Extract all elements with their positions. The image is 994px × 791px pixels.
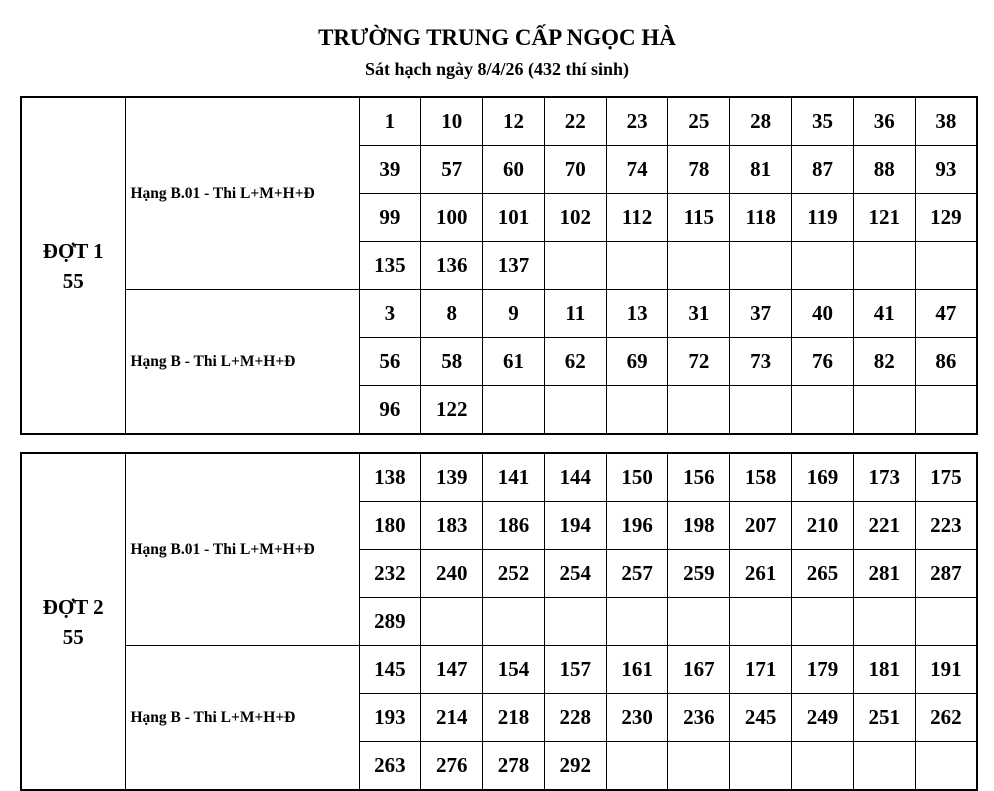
empty-cell (915, 242, 977, 290)
candidate-number: 137 (483, 242, 545, 290)
candidate-number: 196 (606, 502, 668, 550)
table-row (21, 453, 977, 502)
candidate-number: 141 (483, 453, 545, 502)
candidate-number: 60 (483, 146, 545, 194)
candidate-number: 36 (853, 97, 915, 146)
candidate-number: 88 (853, 146, 915, 194)
candidate-number: 252 (483, 550, 545, 598)
candidate-number: 207 (730, 502, 792, 550)
candidate-number: 158 (730, 453, 792, 502)
candidate-number: 81 (730, 146, 792, 194)
candidate-number: 214 (421, 694, 483, 742)
empty-cell (606, 386, 668, 435)
candidate-number: 289 (359, 598, 421, 646)
candidate-number: 121 (853, 194, 915, 242)
empty-cell (668, 386, 730, 435)
candidate-number: 87 (792, 146, 854, 194)
empty-cell (915, 598, 977, 646)
candidate-number: 86 (915, 338, 977, 386)
empty-cell (421, 598, 483, 646)
candidate-number: 11 (544, 290, 606, 338)
empty-cell (730, 598, 792, 646)
candidate-number: 61 (483, 338, 545, 386)
candidate-number: 221 (853, 502, 915, 550)
empty-cell (792, 598, 854, 646)
empty-cell (853, 386, 915, 435)
candidate-number: 102 (544, 194, 606, 242)
candidate-number: 276 (421, 742, 483, 791)
candidate-number: 41 (853, 290, 915, 338)
candidate-number: 1 (359, 97, 421, 146)
candidate-number: 112 (606, 194, 668, 242)
candidate-number: 119 (792, 194, 854, 242)
empty-cell (483, 386, 545, 435)
candidate-number: 278 (483, 742, 545, 791)
candidate-number: 73 (730, 338, 792, 386)
candidate-number: 179 (792, 646, 854, 694)
batch-label: ĐỢT 1 (42, 238, 104, 263)
candidate-number: 23 (606, 97, 668, 146)
candidate-number: 138 (359, 453, 421, 502)
candidate-number: 135 (359, 242, 421, 290)
page-subtitle: Sát hạch ngày 8/4/26 (432 thí sinh) (364, 59, 630, 79)
candidate-number: 180 (359, 502, 421, 550)
candidate-number: 129 (915, 194, 977, 242)
candidate-number: 218 (483, 694, 545, 742)
candidate-number: 257 (606, 550, 668, 598)
candidate-number: 100 (421, 194, 483, 242)
table-row (21, 97, 977, 146)
candidate-number: 249 (792, 694, 854, 742)
candidate-number: 139 (421, 453, 483, 502)
empty-cell (792, 242, 854, 290)
empty-cell (915, 386, 977, 435)
batch-table (20, 96, 978, 435)
candidate-number: 9 (483, 290, 545, 338)
candidate-number: 136 (421, 242, 483, 290)
candidate-number: 39 (359, 146, 421, 194)
candidate-number: 12 (483, 97, 545, 146)
empty-cell (668, 598, 730, 646)
candidate-number: 171 (730, 646, 792, 694)
empty-cell (544, 386, 606, 435)
candidate-number: 263 (359, 742, 421, 791)
candidate-number: 265 (792, 550, 854, 598)
empty-cell (915, 742, 977, 791)
candidate-number: 175 (915, 453, 977, 502)
candidate-number: 38 (915, 97, 977, 146)
candidate-number: 147 (421, 646, 483, 694)
candidate-number: 101 (483, 194, 545, 242)
candidate-number: 72 (668, 338, 730, 386)
candidate-number: 3 (359, 290, 421, 338)
empty-cell (668, 242, 730, 290)
candidate-number: 70 (544, 146, 606, 194)
batch-label-cell (21, 453, 125, 790)
empty-cell (792, 386, 854, 435)
batch-count: 55 (62, 624, 84, 649)
empty-cell (853, 242, 915, 290)
candidate-number: 198 (668, 502, 730, 550)
candidate-number: 232 (359, 550, 421, 598)
license-class-label: Hạng B - Thi L+M+H+Đ (125, 646, 359, 791)
candidate-number: 161 (606, 646, 668, 694)
candidate-number: 181 (853, 646, 915, 694)
candidate-number: 74 (606, 146, 668, 194)
license-class-label: Hạng B.01 - Thi L+M+H+Đ (125, 97, 359, 290)
candidate-number: 183 (421, 502, 483, 550)
candidate-number: 259 (668, 550, 730, 598)
candidate-number: 169 (792, 453, 854, 502)
candidate-number: 31 (668, 290, 730, 338)
empty-cell (483, 598, 545, 646)
candidate-number: 240 (421, 550, 483, 598)
batch-label-cell (21, 97, 125, 434)
candidate-number: 251 (853, 694, 915, 742)
license-class-label: Hạng B.01 - Thi L+M+H+Đ (125, 453, 359, 646)
candidate-number: 25 (668, 97, 730, 146)
candidate-number: 186 (483, 502, 545, 550)
empty-cell (606, 742, 668, 791)
candidate-number: 28 (730, 97, 792, 146)
empty-cell (730, 386, 792, 435)
candidate-number: 57 (421, 146, 483, 194)
empty-cell (544, 598, 606, 646)
candidate-number: 22 (544, 97, 606, 146)
candidate-number: 145 (359, 646, 421, 694)
candidate-number: 122 (421, 386, 483, 435)
candidate-number: 35 (792, 97, 854, 146)
candidate-number: 262 (915, 694, 977, 742)
candidate-number: 8 (421, 290, 483, 338)
empty-cell (792, 742, 854, 791)
candidate-number: 191 (915, 646, 977, 694)
candidate-number: 281 (853, 550, 915, 598)
batch-table (20, 452, 978, 791)
candidate-number: 194 (544, 502, 606, 550)
empty-cell (853, 742, 915, 791)
empty-cell (730, 242, 792, 290)
table-row (21, 646, 977, 694)
candidate-number: 58 (421, 338, 483, 386)
candidate-number: 115 (668, 194, 730, 242)
candidate-number: 292 (544, 742, 606, 791)
candidate-number: 167 (668, 646, 730, 694)
candidate-number: 78 (668, 146, 730, 194)
candidate-number: 228 (544, 694, 606, 742)
candidate-number: 62 (544, 338, 606, 386)
candidate-number: 144 (544, 453, 606, 502)
candidate-number: 96 (359, 386, 421, 435)
candidate-number: 13 (606, 290, 668, 338)
candidate-number: 150 (606, 453, 668, 502)
candidate-number: 37 (730, 290, 792, 338)
candidate-number: 82 (853, 338, 915, 386)
candidate-number: 40 (792, 290, 854, 338)
candidate-number: 56 (359, 338, 421, 386)
candidate-number: 156 (668, 453, 730, 502)
candidate-number: 157 (544, 646, 606, 694)
page-title: TRƯỜNG TRUNG CẤP NGỌC HÀ (318, 25, 676, 50)
empty-cell (668, 742, 730, 791)
candidate-number: 118 (730, 194, 792, 242)
candidate-number: 230 (606, 694, 668, 742)
candidate-number: 154 (483, 646, 545, 694)
candidate-number: 47 (915, 290, 977, 338)
empty-cell (730, 742, 792, 791)
candidate-number: 99 (359, 194, 421, 242)
candidate-number: 193 (359, 694, 421, 742)
candidate-number: 261 (730, 550, 792, 598)
candidate-number: 10 (421, 97, 483, 146)
empty-cell (606, 242, 668, 290)
empty-cell (544, 242, 606, 290)
candidate-number: 223 (915, 502, 977, 550)
candidate-number: 254 (544, 550, 606, 598)
batch-count: 55 (62, 268, 84, 293)
batch-label: ĐỢT 2 (42, 594, 104, 619)
candidate-number: 69 (606, 338, 668, 386)
license-class-label: Hạng B - Thi L+M+H+Đ (125, 290, 359, 435)
candidate-number: 173 (853, 453, 915, 502)
table-row (21, 290, 977, 338)
empty-cell (853, 598, 915, 646)
candidate-number: 236 (668, 694, 730, 742)
candidate-number: 76 (792, 338, 854, 386)
candidate-number: 245 (730, 694, 792, 742)
candidate-number: 93 (915, 146, 977, 194)
candidate-number: 287 (915, 550, 977, 598)
empty-cell (606, 598, 668, 646)
candidate-number: 210 (792, 502, 854, 550)
